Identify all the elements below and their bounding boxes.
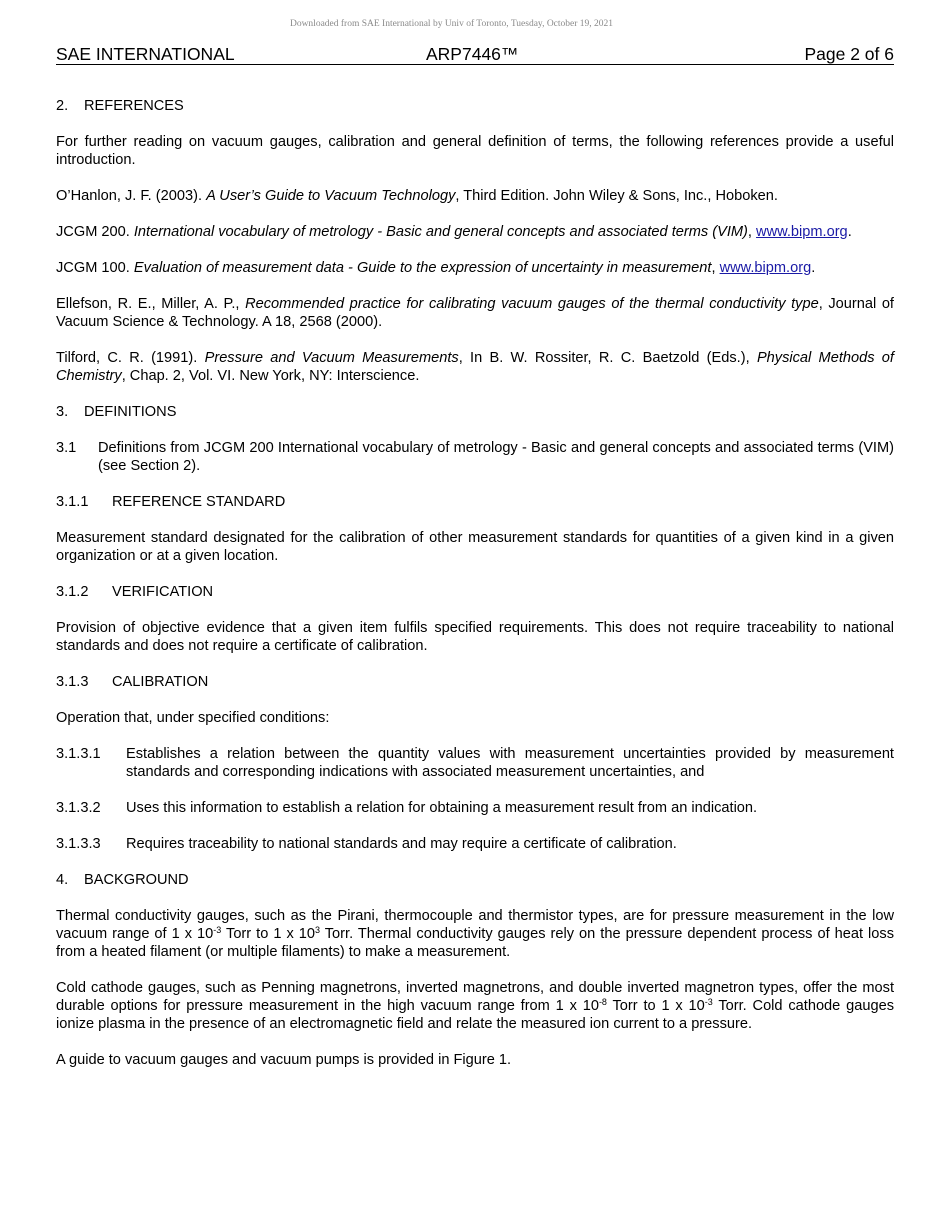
- verification-definition: Provision of objective evidence that a given item fulfils specified requirements. This does not require traceability to national standards and does not require a certificate of calibration.: [56, 620, 894, 654]
- section-3-1-1-heading: 3.1.1 REFERENCE STANDARD: [56, 494, 286, 510]
- page-header: [56, 44, 894, 65]
- figure-reference-paragraph: A guide to vacuum gauges and vacuum pumps is provided in Figure 1.: [56, 1052, 512, 1068]
- header-page-number: Page 2 of 6: [804, 44, 894, 64]
- section-3-heading: 3. DEFINITIONS: [56, 404, 177, 420]
- section-3-1-3-heading: 3.1.3 CALIBRATION: [56, 674, 209, 690]
- section-4-heading: 4. BACKGROUND: [56, 872, 189, 888]
- bipm-link-2[interactable]: www.bipm.org: [719, 260, 812, 276]
- reference-ellefson: Ellefson, R. E., Miller, A. P., Recommended practice for calibrating vacuum gauges of the thermal conductivity type, Journal of Vacuum Science & Technology. A 18, 2568 (2000).: [56, 296, 894, 330]
- calibration-item-1: 3.1.3.1 Establishes a relation between the quantity values with measurement uncertainties provided by measurement standards and corresponding indications with associated measurement uncertainties, and: [56, 746, 894, 780]
- reference-jcgm-200: JCGM 200. International vocabulary of metrology - Basic and general concepts and associated terms (VIM), www.bipm.org.: [56, 224, 852, 240]
- cold-cathode-paragraph: Cold cathode gauges, such as Penning magnetrons, inverted magnetrons, and double inverted magnetron types, offer the most durable options for pressure measurement in the high vacuum range from 1 x $10^{-8}$ Torr to 1 x $10^{-3}$ Torr. Cold cathode gauges ionize plasma in the presence of an electromagnetic field and relate the measured ion current to a pressure.: [56, 980, 894, 1032]
- reference-jcgm-100: JCGM 100. Evaluation of measurement data - Guide to the expression of uncertainty in measurement, www.bipm.org.: [56, 260, 816, 276]
- reference-standard-definition: Measurement standard designated for the calibration of other measurement standards for quantities of a given kind in a given organization or at a given location.: [56, 530, 894, 564]
- section-2-heading: 2. REFERENCES: [56, 98, 184, 114]
- calibration-definition: Operation that, under specified conditions:: [56, 710, 330, 726]
- calibration-item-2: 3.1.3.2 Uses this information to establish a relation for obtaining a measurement result from an indication.: [56, 800, 758, 816]
- calibration-item-3: 3.1.3.3 Requires traceability to national standards and may require a certificate of calibration.: [56, 836, 677, 852]
- bipm-link-1[interactable]: www.bipm.org: [756, 224, 848, 240]
- reference-ohanlon: O’Hanlon, J. F. (2003). A User’s Guide to Vacuum Technology, Third Edition. John Wiley & Sons, Inc., Hoboken.: [56, 188, 778, 204]
- section-3-1: 3.1 Definitions from JCGM 200 International vocabulary of metrology - Basic and general concepts and associated terms (VIM) (see Section 2).: [56, 440, 894, 474]
- reference-tilford: Tilford, C. R. (1991). Pressure and Vacuum Measurements, In B. W. Rossiter, R. C. Baetzold (Eds.), Physical Methods of Chemistry, Chap. 2, Vol. VI. New York, NY: Interscience.: [56, 350, 894, 384]
- header-org: SAE INTERNATIONAL: [56, 44, 235, 64]
- section-3-1-2-heading: 3.1.2 VERIFICATION: [56, 584, 214, 600]
- thermal-conductivity-paragraph: Thermal conductivity gauges, such as the Pirani, thermocouple and thermistor types, are for pressure measurement in the low vacuum range of 1 x $10^{-3}$ Torr to 1 x $10^3$ Torr. Thermal conductivity gauges rely on the pressure dependent process of heat loss from a heated filament (or multiple filaments) to make a measurement.: [56, 908, 894, 960]
- download-watermark: Downloaded from SAE International by Univ of Toronto, Tuesday, October 19, 2021: [289, 19, 614, 29]
- references-intro: For further reading on vacuum gauges, calibration and general definition of terms, the following references provide a useful introduction.: [56, 134, 894, 168]
- document-body: [56, 97, 894, 1087]
- header-doc-number: ARP7446™: [426, 44, 519, 64]
